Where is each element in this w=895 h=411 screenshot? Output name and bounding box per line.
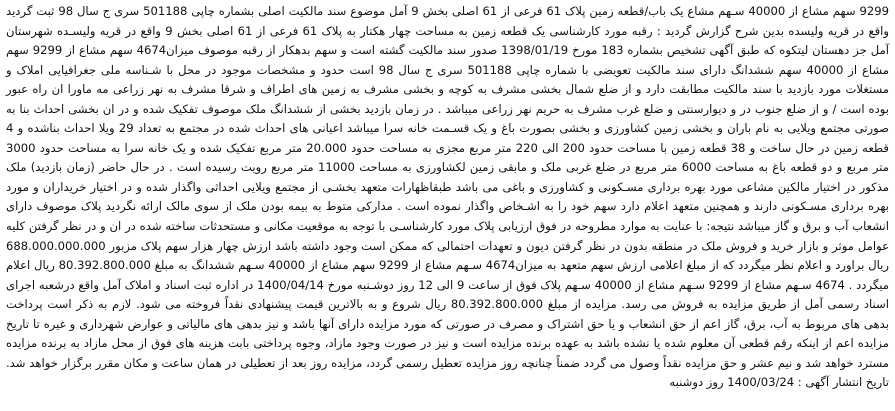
notice-body-text: 9299 سهم مشاع از 40000 سـهم مشاع یک باب/قطعه زمین پلاک 61 فرعی از 61 اصلی بخش 9 آمل موضوع سند مالکیت اصلی بشماره چاپی 501188 سری ج سال 98 ثبت گردید واقع در قریه ولیسده بدین شرح گزارش گردید : رقبه مورد کارشناسی یک قطعه زمین به مساحت چهار هکتار به پلاک 61 فرعی از 61 اصلی بخش 9 واقع در قریه ولیسـده شهرستان آمل جز دهستان لیتکوه که طبق آگهی تشخیص بشماره 183 مورخ 1398/01/19 صدور سند مالکیت گشته است و سهم بدهکار از رقبه موصوف میزان4674 سهم مشاع از 9299 سهم مشاع از 40000 سهم ششدانگ دارای سند مالکیت تعویضی با شماره چاپی 501188 سری ج سال 98 است حدود و مشخصات موجود در محل با شـناسه ملی جغرافیایی املاک و مستغلات مورد بازدید با سند مالکیت مطابقت دارد و از ضلع شمال بخشی مشرف به کوچه و بخشی مشرف به زمین های اطراف و شرقا مشرف به نهر زراعی مه ماورا ان راه عبور بوده است / و از ضلع جنوب در و دیوارسنتی و ضلع غرب مشرف به حریم نهر زراعی میباشد . در زمان بازدید بخشی از ششدانگ ملک موصوف تفکیک شده و در ان بخشی احداث بنا به صورتی مجتمع ویلایی به نام باران و بخشی زمین کشاورزی و بخشی بصورت باغ و یک قسـمت خانه سرا میباشد اعیانی های احداث شده در مجتمع به تعداد 29 ویلا احداث بناشده و 4 قطعه زمین در حال ساخت و 38 قطعه زمین با مساحت حدود 200 الی 220 متر مربع مجزی به مساحت حدود 20.000 متر مربع تفکیک شده و یک خانه سرا به مساحت حدود 3000 متر مربع و دو قطعه باغ به مساحت 6000 متر مربع در ضلع غربی ملک و مابقی زمین لکشاورزی به مساحت 11000 متر مربع رویت رسیده است . در حال حاضر (زمان بازدید) ملک مذکور در اختیار مالکین مشاعی مورد بهره برداری مسـکونی و کشاورزی و باغی می باشد طبقاظهارات متعهد بخشـی از مجتمع ویلایی احداثی واگذار شده و در اختیار خریداران و مورد بهره برداری مسـکونی دارند و همچنین متعهد اعلام دارد سهم خود را به اشـخاص واگذار نموده است . مدارکی متوط به بیمه بودن ملک از سوی مالک ارائه نگردید پلاک موصوف دارای انشعاب آب و برق و گاز میباشد نتیجه: با عنایت به موارد مطروحه در فوق ارزیابی پلاک مورد کارشناسـی با توجه به موقعیت مکانی و مستحدثات ساخته شده در ان و در نظر گرفتن کلیه عوامل موثر و بازار خرید و فروش ملک در منطقه بدون در نظر گرفتن دیون و تعهدات احتمالی که ممکن است وجود داشته باشد ارزش چهار هزار سهم پلاک مزبور 688.000.000.000 ریال براورد و اعلام نظر میگردد که از مبلغ اعلامی ارزش سهم متعهد به میزان4674 سـهم مشاع از 9299 سهم مشاع از 40000 سـهم ششدانگ به مبلغ 80.392.800.000 ریال اعلام میگردد . 4674 سـهم مشاع از 9299 سـهم مشاع از 40000 سـهم پلاک فوق از ساعت 9 الی 12 روز دوشـنبه مورخ 1400/04/14 در اداره ثبت اسناد و املاک آمل واقع درشعبه اجرای اسناد رسمی آمل از طریق مزایده به فروش می رسد. مزایده از مبلغ 80.392.800.000 ریال شروع و به بالاترین قیمت پیشنهادی نقداً فروخته می شود. لازم به ذکر است پرداخت بدهی های مربوط به آب، برق، گاز اعم از حق انشعاب و یا حق اشتراک و مصرف در صورتی که مورد مزایده دارای آنها باشد و نیز بدهی های مالیاتی و عوارض شهرداری و غیره تا تاریخ مزایده اعم از اینکه رقم قطعی آن معلوم شده یا نشده باشد به عهده برنده مزایده است و نیز در صورت وجود مازاد، وجوه پرداختی بابت هزینه های فوق از محل مازاد به برنده مزایده مسترد خواهد شد و نیم عشر و حق مزایده نقداً وصول می گردد ضمناً چنانچه روز مزایده تعطیل رسمی گردد، مزایده روز بعد از تعطیلی در همان ساعت و مکان مقرر برگزار خواهد شد. تاریخ انتشار آگهی : 1400/03/24 روز دوشنبه — [6, 4, 890, 390]
